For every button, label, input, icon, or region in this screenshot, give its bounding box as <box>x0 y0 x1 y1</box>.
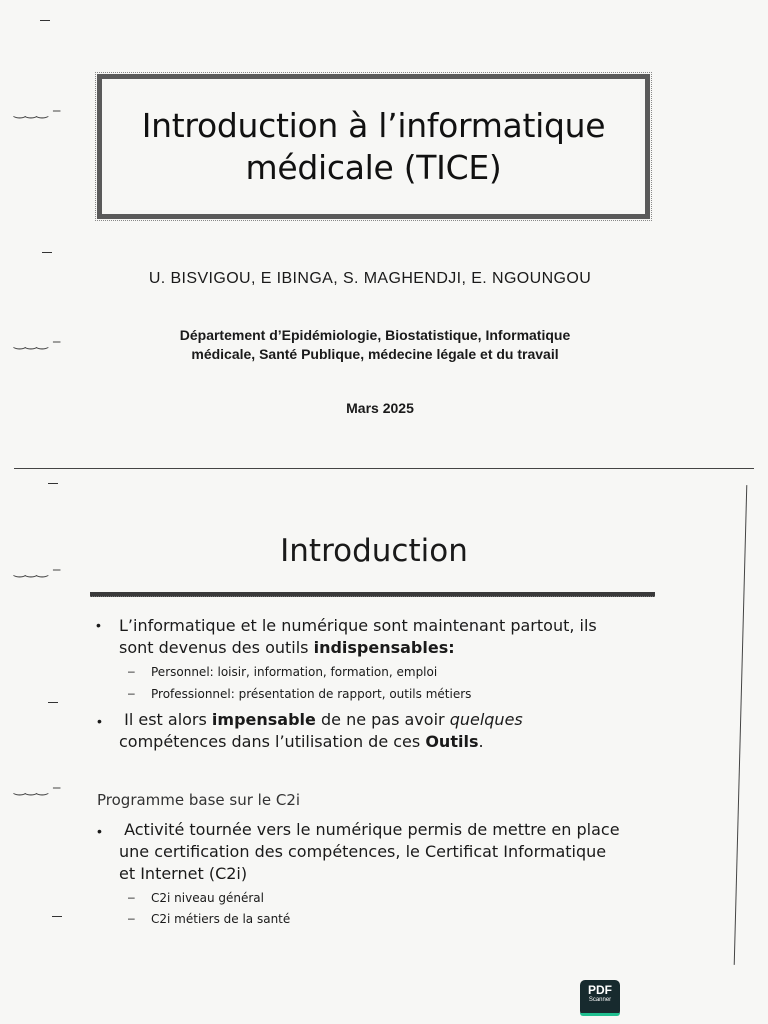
sub-item-2: Professionnel: présentation de rapport, outils métiers <box>151 687 472 701</box>
bullet-1 <box>119 615 597 659</box>
logo-line-2: Scanner <box>588 997 612 1003</box>
bullet-2-text: Il est alors <box>124 710 212 729</box>
page-title-line-1: Introduction à l’informatique <box>141 105 606 145</box>
bullet-3-line-1 <box>119 819 620 841</box>
pdf-scanner-logo <box>580 980 620 1016</box>
sub-item-4: C2i métiers de la santé <box>151 912 291 926</box>
dash-icon: – <box>128 664 135 678</box>
title-frame <box>97 74 650 219</box>
slide-divider <box>14 468 754 469</box>
bullet-icon: • <box>96 617 101 633</box>
margin-mark: ‿‿‿ ‒ <box>14 562 62 578</box>
margin-mark: ‿‿‿ ‒ <box>14 334 62 350</box>
page-title-line-2: médicale (TICE) <box>245 147 502 187</box>
margin-mark: ‿‿‿ ‒ <box>14 780 62 796</box>
bullet-2-emphasis: impensable <box>211 710 316 729</box>
margin-mark <box>48 702 58 703</box>
bullet-3-line-3: et Internet (C2i) <box>119 864 248 883</box>
department <box>110 326 640 364</box>
margin-mark: ‿‿‿ ‒ <box>14 103 62 119</box>
margin-mark <box>42 252 52 253</box>
bullet-2-line-2 <box>119 731 523 753</box>
logo-accent-bar <box>580 1013 620 1016</box>
authors: U. BISVIGOU, E IBINGA, S. MAGHENDJI, E. NGOUNGOU <box>148 270 592 287</box>
dash-icon: – <box>128 911 135 925</box>
bullet-2-period: . <box>478 732 484 751</box>
slide-title: Introduction <box>280 533 468 569</box>
margin-mark <box>48 483 58 484</box>
program-heading: Programme base sur le C2i <box>97 791 301 809</box>
sub-item-3: C2i niveau général <box>151 891 264 905</box>
dash-icon: – <box>128 686 135 700</box>
sub-item-1: Personnel: loisir, information, formation, emploi <box>151 665 438 679</box>
bullet-3-text: Activité tournée vers le numérique permis de mettre en place <box>124 820 620 839</box>
logo-line-1: PDF <box>588 983 612 997</box>
bullet-2-line-1 <box>119 709 523 731</box>
bullet-2 <box>119 709 523 753</box>
bullet-icon: • <box>97 823 102 839</box>
bullet-1-line-2 <box>119 637 597 659</box>
bullet-1-line-1: L’informatique et le numérique sont maintenant partout, ils <box>119 616 597 635</box>
title-rule <box>90 592 655 597</box>
bullet-3 <box>119 819 620 885</box>
margin-mark <box>52 916 62 917</box>
bullet-1-emphasis: indispensables: <box>313 638 455 657</box>
bullet-2-emphasis-2: Outils <box>425 732 479 751</box>
bullet-2-italic: quelques <box>449 710 523 729</box>
dash-icon: – <box>128 890 135 904</box>
bullet-icon: • <box>97 713 102 729</box>
department-line-2: médicale, Santé Publique, médecine légale et du travail <box>191 346 559 362</box>
bullet-3-line-2: une certification des compétences, le Certificat Informatique <box>119 842 607 861</box>
bullet-2-text-mid: de ne pas avoir <box>315 710 450 729</box>
bullet-2-text-2: compétences dans l’utilisation de ces <box>119 732 426 751</box>
bullet-1-text: sont devenus des outils <box>119 638 314 657</box>
department-line-1: Département d’Epidémiologie, Biostatistique, Informatique <box>179 327 571 343</box>
date: Mars 2025 <box>346 400 414 416</box>
margin-mark <box>40 20 50 21</box>
